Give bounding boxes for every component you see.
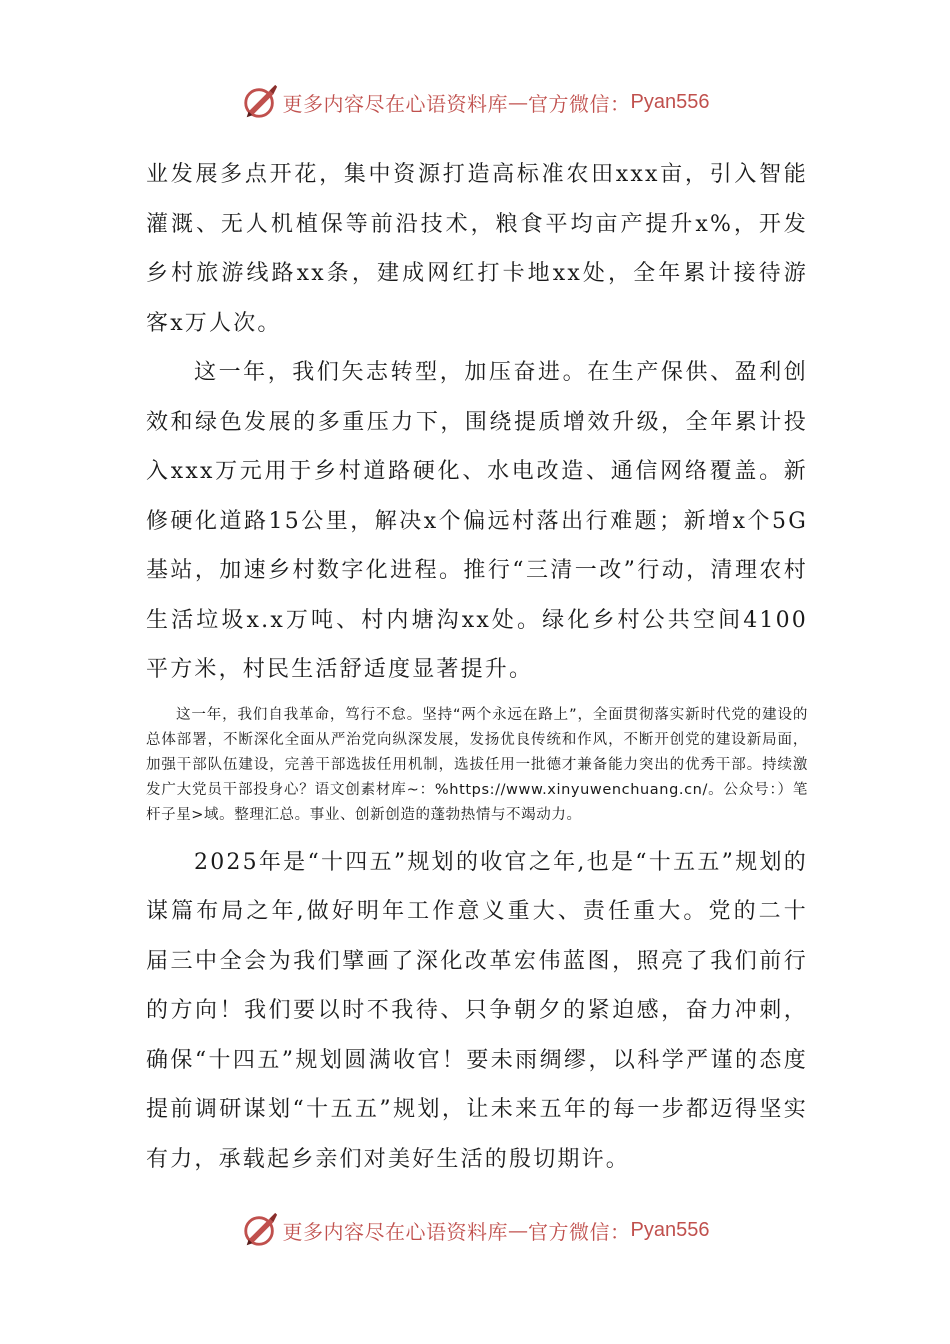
banner-separator: — xyxy=(508,90,529,114)
pen-logo-icon xyxy=(241,83,279,121)
banner-wechat-id: Pyan556 xyxy=(630,1218,710,1241)
footer-banner xyxy=(0,1208,950,1252)
banner-slogan: 更多内容尽在心语资料库 xyxy=(282,1219,509,1244)
header-banner xyxy=(0,80,950,124)
paragraph-transformation: 这一年，我们矢志转型，加压奋进。在生产保供、盈利创效和绿色发展的多重压力下，围绕提质增效升级，全年累计投入xxx万元用于乡村道路硬化、水电改造、通信网络覆盖。新修硬化道路15公里，解决x个偏远村落出行难题；新增x个5G基站，加速乡村数字化进程。推行“三清一改”行动，清理农村生活垃圾x.x万吨、村内塘沟xx处。绿化乡村公共空间4100平方米，村民生活舒适度显著提升。 xyxy=(146,360,808,682)
banner-slogan: 更多内容尽在心语资料库 xyxy=(282,91,509,116)
paragraph-agriculture: 业发展多点开花，集中资源打造高标准农田xxx亩，引入智能灌溉、无人机植保等前沿技术，粮食平均亩产提升x%，开发乡村旅游线路xx条，建成网红打卡地xx处，全年累计接待游客x万人次。 xyxy=(146,162,808,336)
paragraph-self-revolution: 这一年，我们自我革命，笃行不怠。坚持“两个永远在路上”，全面贯彻落实新时代党的建设的总体部署，不断深化全面从严治党向纵深发展，发扬优良传统和作风，不断开创党的建设新局面，加强干部队伍建设，完善干部选拔任用机制，选拔任用一批德才兼备能力突出的优秀干部。持续激发广大党员干部投身心？语文创素材库~：%https://www.xinyuwenchuang.cn/。公众号：）笔杆子星>域。整理汇总。事业、创新创造的蓬勃热情与不竭动力。 xyxy=(146,706,808,823)
banner-official-label: 官方微信： xyxy=(528,91,631,116)
pen-logo-icon xyxy=(241,1211,279,1249)
document-body xyxy=(146,150,808,1184)
paragraph-2025-plan: 2025年是“十四五”规划的收官之年,也是“十五五”规划的谋篇布局之年,做好明年工作意义重大、责任重大。党的二十届三中全会为我们擘画了深化改革宏伟蓝图，照亮了我们前行的方向！我们要以时不我待、只争朝夕的紧迫感，奋力冲刺，确保“十四五”规划圆满收官！要未雨绸缪，以科学严谨的态度提前调研谋划“十五五”规划，让未来五年的每一步都迈得坚实有力，承载起乡亲们对美好生活的殷切期许。 xyxy=(146,849,808,1172)
banner-wechat-id: Pyan556 xyxy=(630,90,710,113)
banner-official-label: 官方微信： xyxy=(528,1219,631,1244)
banner-separator: — xyxy=(508,1218,529,1242)
